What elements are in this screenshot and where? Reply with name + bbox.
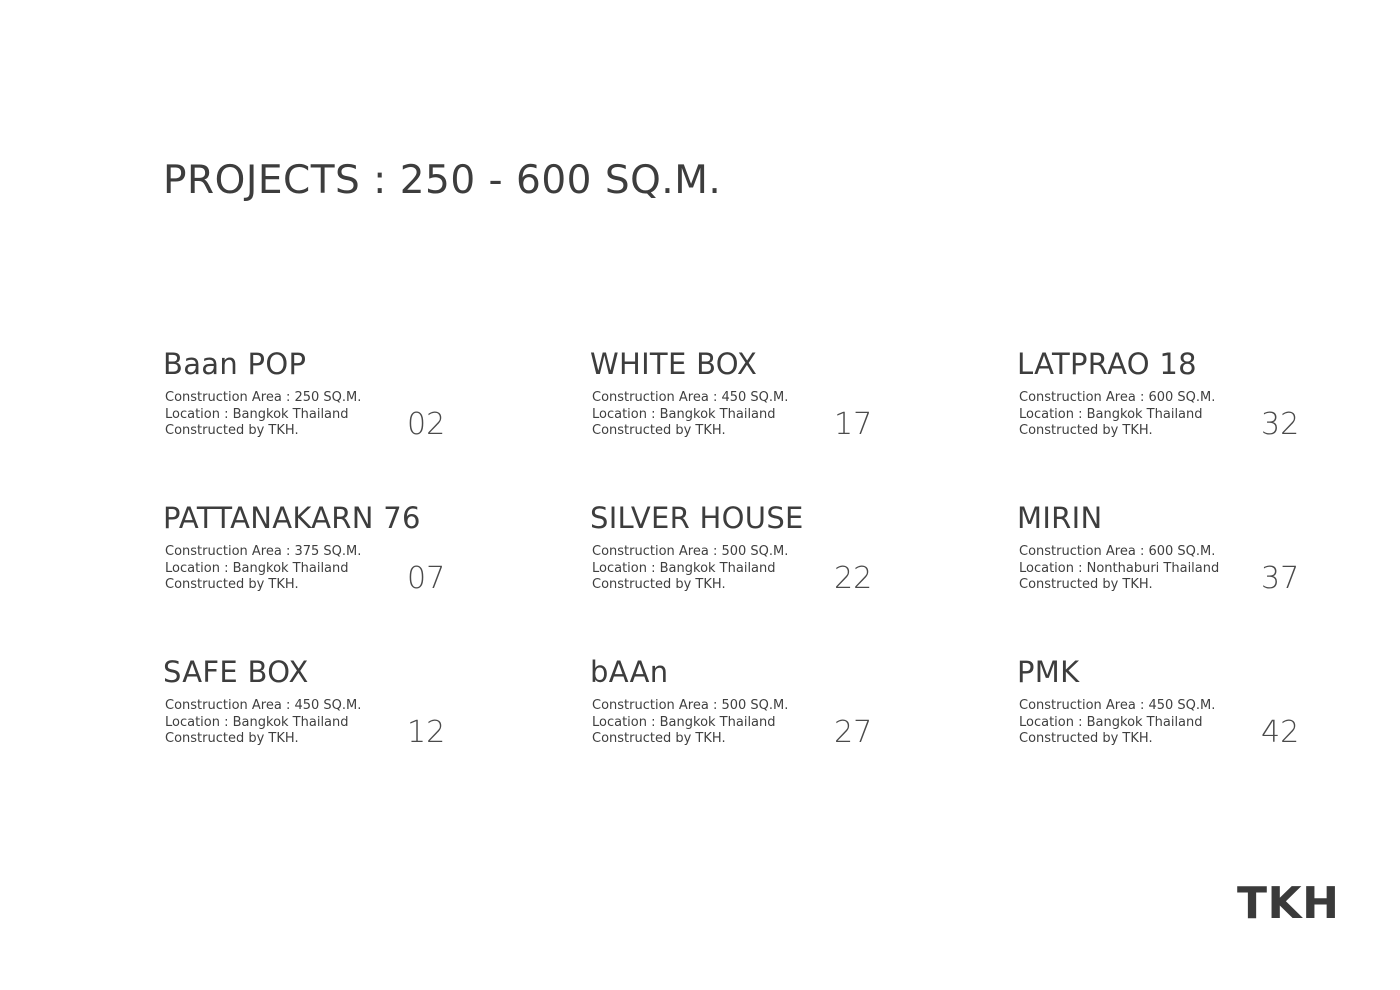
project-details [1019,390,1215,440]
project-details [1019,698,1215,748]
project-area: Construction Area : 450 SQ.M. [592,390,789,405]
project-card-baan[interactable] [590,655,890,765]
project-location: Location : Nonthaburi Thailand [1019,560,1220,576]
project-name: SILVER HOUSE [590,501,804,535]
project-location: Location : Bangkok Thailand [1019,714,1203,730]
project-area: Construction Area : 375 SQ.M. [165,544,362,559]
project-constructor: Constructed by TKH. [1019,577,1153,593]
project-area: Construction Area : 250 SQ.M. [165,390,362,405]
project-page-number: 22 [834,561,873,596]
project-details [165,390,361,440]
project-card-white-box[interactable] [590,347,890,457]
project-card-latprao-18[interactable] [1017,347,1317,457]
project-area: Construction Area : 500 SQ.M. [592,544,789,559]
project-card-mirin[interactable] [1017,501,1317,611]
project-name: PATTANAKARN 76 [163,501,421,535]
project-constructor: Constructed by TKH. [1019,423,1153,439]
project-area: Construction Area : 600 SQ.M. [1019,390,1216,405]
project-details [165,698,361,748]
project-details [592,544,788,594]
project-card-safe-box[interactable] [163,655,463,765]
project-location: Location : Bangkok Thailand [165,560,349,576]
project-card-silver-house[interactable] [590,501,890,611]
project-details [592,698,788,748]
project-card-baan-pop[interactable] [163,347,463,457]
project-details [592,390,788,440]
project-location: Location : Bangkok Thailand [592,560,776,576]
project-location: Location : Bangkok Thailand [1019,406,1203,422]
project-constructor: Constructed by TKH. [165,423,299,439]
project-location: Location : Bangkok Thailand [592,714,776,730]
project-name: PMK [1017,655,1080,689]
project-constructor: Constructed by TKH. [592,731,726,747]
project-constructor: Constructed by TKH. [592,423,726,439]
page-title: PROJECTS : 250 - 600 SQ.M. [163,158,722,203]
project-page-number: 32 [1261,407,1300,442]
project-page-number: 37 [1261,561,1300,596]
project-details [1019,544,1219,594]
project-area: Construction Area : 500 SQ.M. [592,698,789,713]
project-name: MIRIN [1017,501,1103,535]
project-page-number: 02 [407,407,446,442]
project-constructor: Constructed by TKH. [165,577,299,593]
project-name: WHITE BOX [590,347,758,381]
project-location: Location : Bangkok Thailand [165,714,349,730]
project-name: LATPRAO 18 [1017,347,1197,381]
project-name: SAFE BOX [163,655,309,689]
project-name: bAAn [590,655,669,689]
project-page-number: 42 [1261,715,1300,750]
project-page-number: 07 [407,561,446,596]
project-card-pmk[interactable] [1017,655,1317,765]
project-page-number: 17 [834,407,873,442]
project-constructor: Constructed by TKH. [165,731,299,747]
project-card-pattanakarn-76[interactable] [163,501,463,611]
project-page-number: 12 [407,715,446,750]
project-page-number: 27 [834,715,873,750]
project-name: Baan POP [163,347,307,381]
project-area: Construction Area : 450 SQ.M. [165,698,362,713]
project-location: Location : Bangkok Thailand [592,406,776,422]
project-details [165,544,361,594]
project-area: Construction Area : 450 SQ.M. [1019,698,1216,713]
project-constructor: Constructed by TKH. [592,577,726,593]
project-area: Construction Area : 600 SQ.M. [1019,544,1216,559]
project-constructor: Constructed by TKH. [1019,731,1153,747]
project-location: Location : Bangkok Thailand [165,406,349,422]
brand-logo: TKH [1237,878,1340,929]
